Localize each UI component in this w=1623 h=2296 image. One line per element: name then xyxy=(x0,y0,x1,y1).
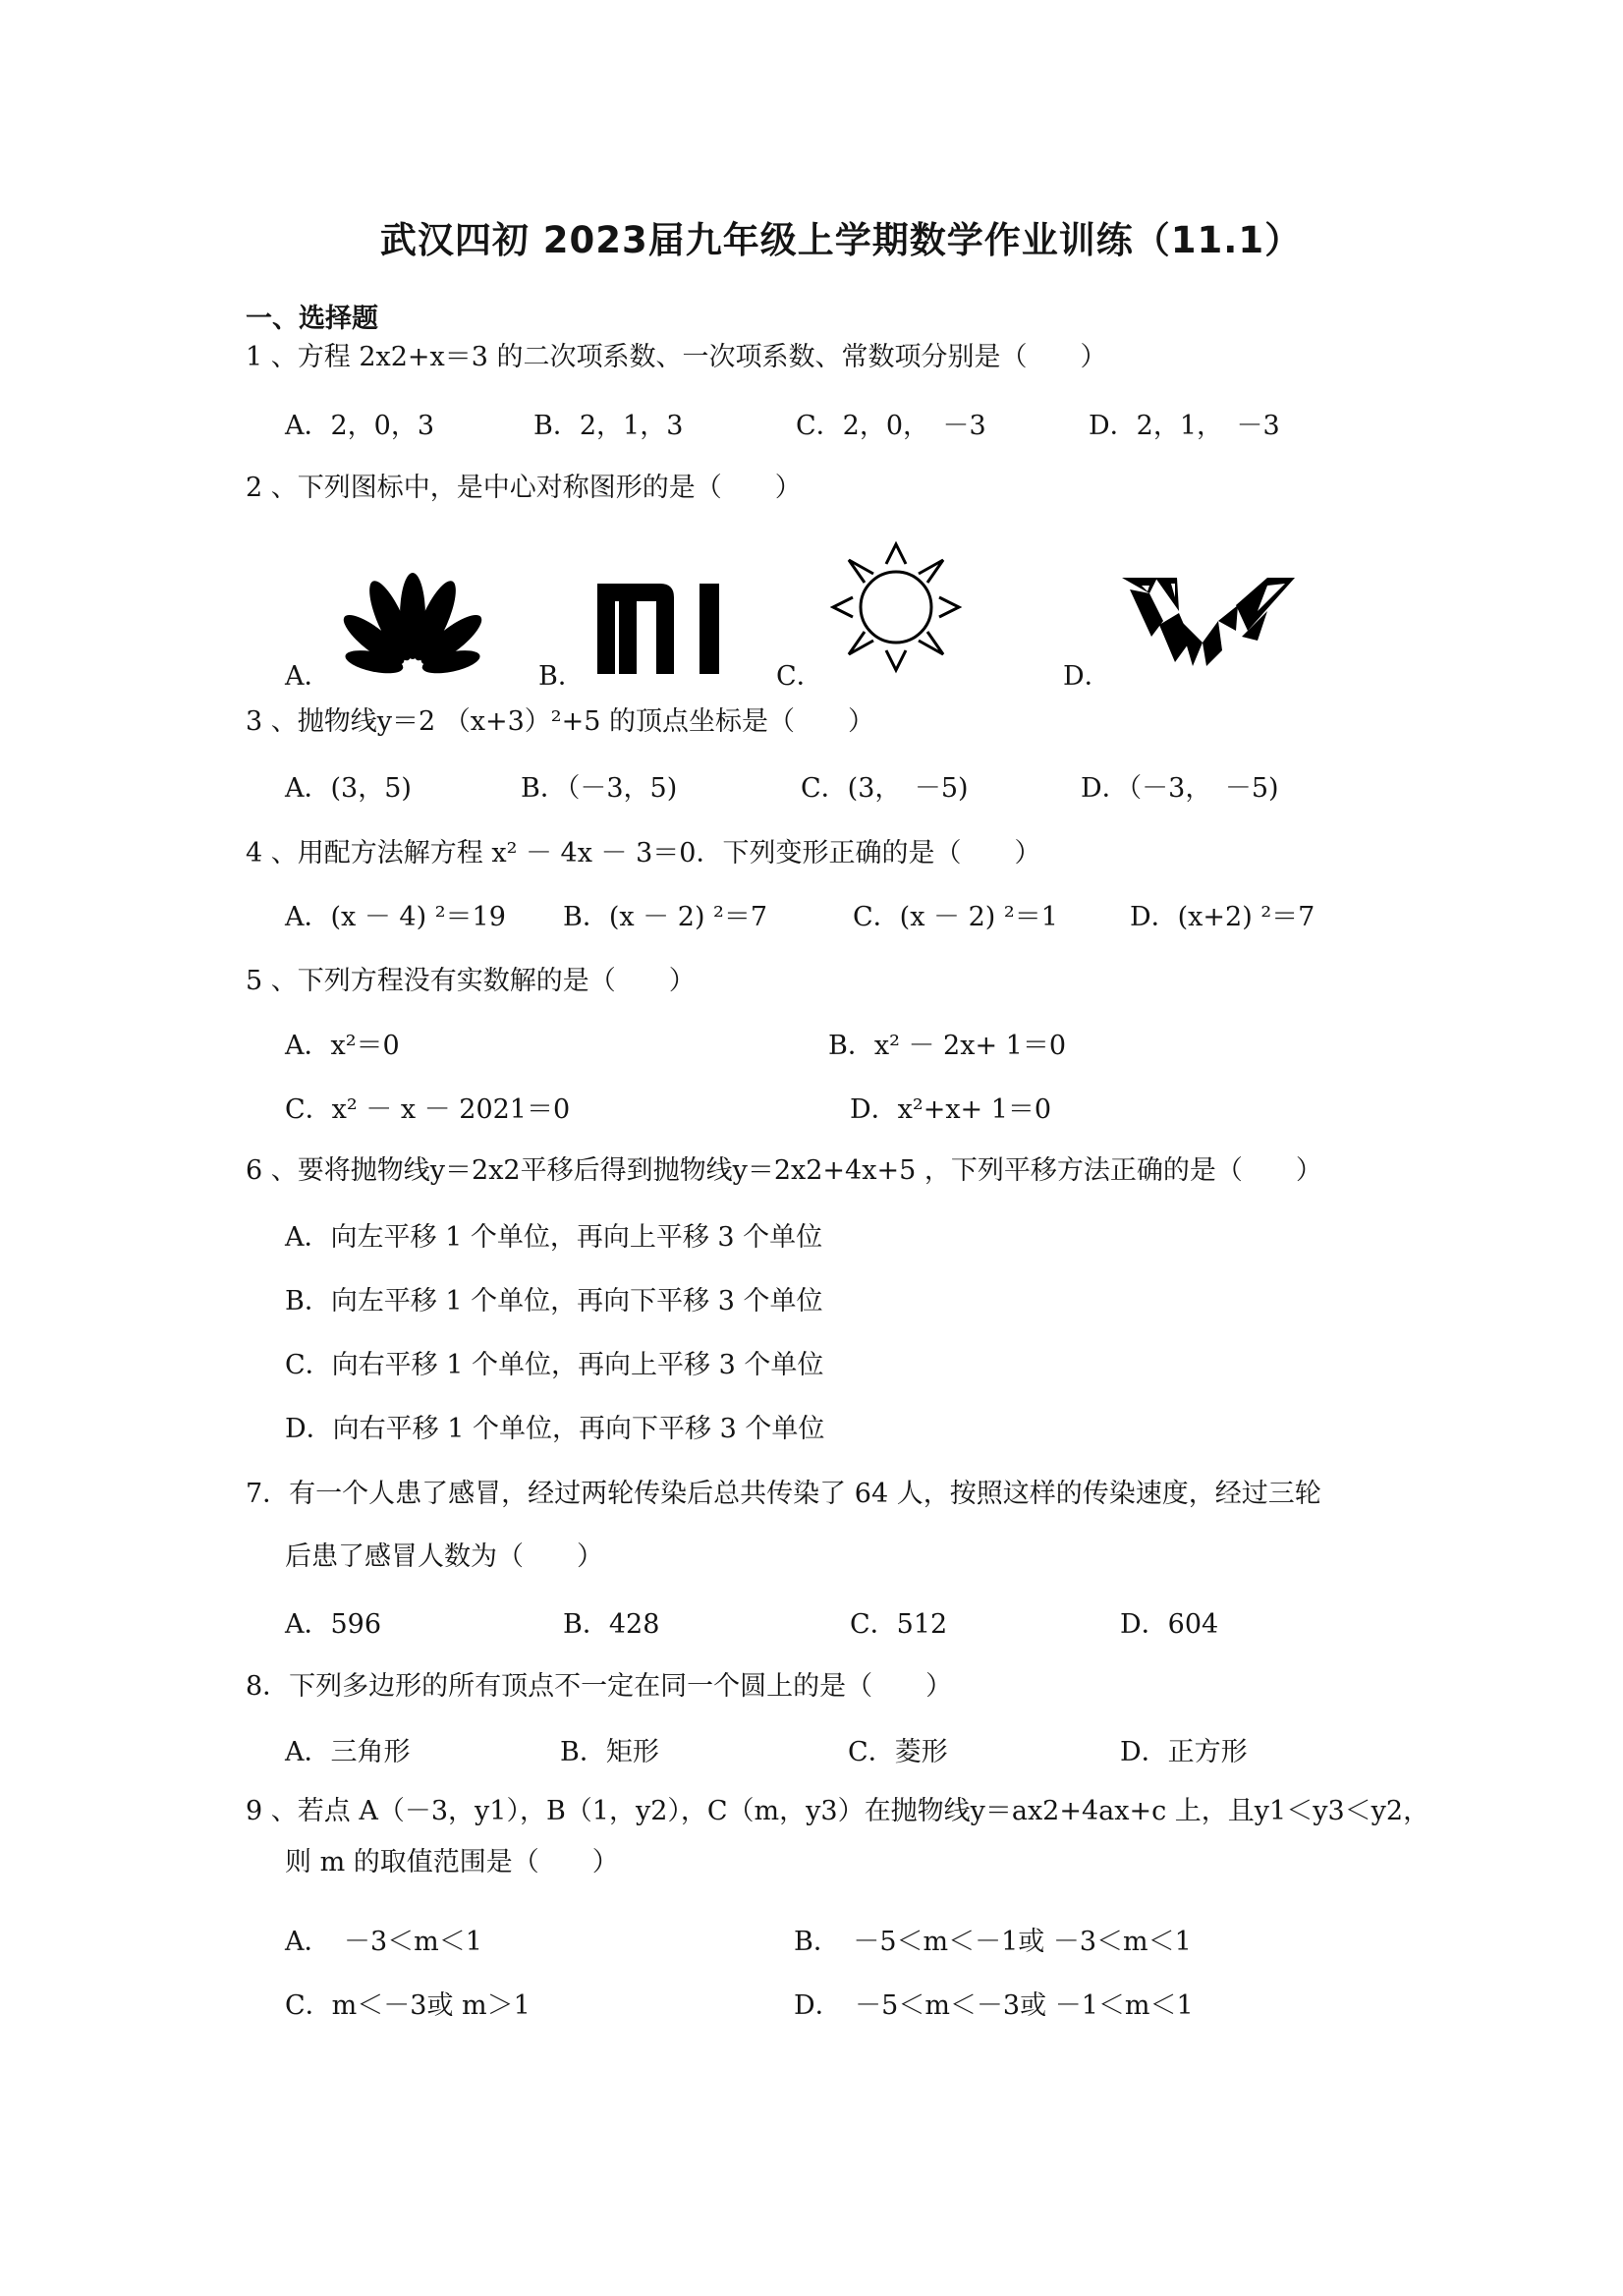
q3-option-b: B．（－3，5) xyxy=(521,773,678,804)
q1-option-c: C．2，0， －3 xyxy=(796,411,986,441)
section-title: 一、选择题 xyxy=(246,304,378,334)
q2-label-c: C． xyxy=(776,661,823,692)
question-1-stem: 1 、方程 2x2+x＝3 的二次项系数、一次项系数、常数项分别是（ ） xyxy=(246,342,1107,372)
huawei-logo-icon xyxy=(342,572,484,675)
q8-option-b: B．矩形 xyxy=(560,1737,659,1767)
xiaomi-logo-icon xyxy=(597,584,720,674)
q1-option-b: B．2，1，3 xyxy=(533,411,684,441)
q9-option-c: C．m＜－3或 m＞1 xyxy=(285,1990,531,2021)
q5-option-d: D．x²+x+ 1＝0 xyxy=(850,1094,1052,1125)
page-title: 武汉四初 2023届九年级上学期数学作业训练（11.1） xyxy=(379,219,1303,261)
q7-option-a: A．596 xyxy=(285,1609,382,1640)
question-7-stem-line2: 后患了感冒人数为（ ） xyxy=(285,1541,603,1572)
q4-option-b: B．(x － 2) ²＝7 xyxy=(563,902,768,932)
q1-option-a: A．2，0，3 xyxy=(285,411,435,441)
q2-label-b: B． xyxy=(538,661,585,692)
q5-option-b: B．x² － 2x+ 1＝0 xyxy=(828,1031,1067,1061)
q1-option-d: D．2，1， －3 xyxy=(1089,411,1280,441)
q7-option-d: D．604 xyxy=(1120,1609,1219,1640)
q9-option-b: B． －5＜m＜－1或 －3＜m＜1 xyxy=(794,1927,1192,1957)
q7-option-c: C．512 xyxy=(850,1609,948,1640)
q5-option-a: A．x²＝0 xyxy=(285,1031,400,1061)
q8-option-d: D．正方形 xyxy=(1120,1737,1248,1767)
sun-icon xyxy=(827,538,965,676)
question-8-stem: 8．下列多边形的所有顶点不一定在同一个圆上的是（ ） xyxy=(246,1671,953,1702)
question-6-stem: 6 、要将抛物线y＝2x2平移后得到抛物线y＝2x2+4x+5 ，下列平移方法正确的是（ ） xyxy=(246,1155,1322,1186)
question-9-stem-line2: 则 m 的取值范围是（ ） xyxy=(285,1847,619,1877)
q8-option-c: C．菱形 xyxy=(848,1737,948,1767)
q3-option-c: C．(3， －5) xyxy=(801,773,969,804)
question-2-stem: 2 、下列图标中，是中心对称图形的是（ ） xyxy=(246,473,802,503)
q2-label-d: D． xyxy=(1063,661,1111,692)
q6-option-c: C．向右平移 1 个单位，再向上平移 3 个单位 xyxy=(285,1350,824,1380)
q3-option-d: D．（－3， －5) xyxy=(1081,773,1279,804)
q6-option-d: D．向右平移 1 个单位，再向下平移 3 个单位 xyxy=(285,1414,825,1444)
question-7-stem: 7．有一个人患了感冒，经过两轮传染后总共传染了 64 人，按照这样的传染速度，经过三轮 xyxy=(246,1479,1321,1509)
q7-option-b: B．428 xyxy=(563,1609,660,1640)
q6-option-b: B．向左平移 1 个单位，再向下平移 3 个单位 xyxy=(285,1286,823,1316)
q4-option-c: C．(x － 2) ²＝1 xyxy=(853,902,1058,932)
q6-option-a: A．向左平移 1 个单位，再向上平移 3 个单位 xyxy=(285,1222,823,1253)
q3-option-a: A．(3，5) xyxy=(285,773,412,804)
q8-option-a: A．三角形 xyxy=(285,1737,411,1767)
q9-option-d: D． －5＜m＜－3或 －1＜m＜1 xyxy=(794,1990,1194,2021)
q9-option-a: A． －3＜m＜1 xyxy=(285,1927,482,1957)
wahaha-logo-icon xyxy=(1120,572,1299,670)
q4-option-d: D．(x+2) ²＝7 xyxy=(1130,902,1315,932)
question-9-stem: 9 、若点 A（－3，y1），B（1，y2），C（m，y3）在抛物线y＝ax2+4ax+c 上，且y1＜y3＜y2， xyxy=(246,1796,1430,1826)
q4-option-a: A．(x － 4) ²＝19 xyxy=(285,902,506,932)
q5-option-c: C．x² － x － 2021＝0 xyxy=(285,1094,571,1125)
question-3-stem: 3 、抛物线y＝2 （x+3）²+5 的顶点坐标是（ ） xyxy=(246,706,875,737)
question-4-stem: 4 、用配方法解方程 x² － 4x － 3＝0．下列变形正确的是（ ） xyxy=(246,838,1041,868)
q2-label-a: A． xyxy=(285,661,331,692)
question-5-stem: 5 、下列方程没有实数解的是（ ） xyxy=(246,966,696,996)
